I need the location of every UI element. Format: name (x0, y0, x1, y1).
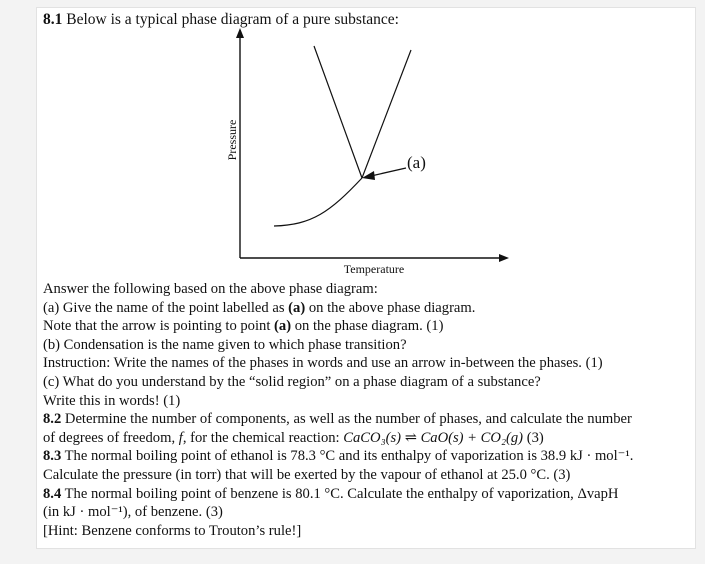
solid-liquid-line (314, 46, 362, 178)
x-axis-arrowhead (499, 254, 509, 262)
y-axis-label: Pressure (225, 119, 239, 161)
question-number: 8.1 (43, 11, 63, 28)
y-axis-arrowhead (236, 28, 244, 38)
q82-marks: (3) (526, 429, 544, 446)
question-text (43, 280, 693, 540)
question-a-note (43, 317, 693, 336)
note-bold: (a) (274, 318, 292, 335)
point-arrow (371, 168, 406, 176)
question-8-4-line1 (43, 485, 693, 504)
q82-text-2: of degrees of freedom, (43, 429, 179, 446)
q82-text-3: , for the chemical reaction: (182, 429, 344, 446)
intro-line: Answer the following based on the above phase diagram: (43, 281, 378, 297)
question-a-suffix: on the above phase diagram. (305, 299, 476, 316)
question-8-2-line2 (43, 429, 693, 448)
worksheet-page (37, 8, 695, 548)
question-c: (c) What do you understand by the “solid region” on a phase diagram of a substance? (43, 373, 541, 390)
question-a (43, 299, 693, 318)
question-number: 8.3 (43, 448, 62, 465)
note-suffix: on the phase diagram. (1) (291, 318, 444, 335)
question-8-2-line1 (43, 410, 693, 429)
solid-gas-curve (274, 178, 362, 226)
liquid-gas-line (362, 50, 411, 178)
question-number: 8.4 (43, 485, 62, 502)
q84-text: The normal boiling point of benzene is 80.1 °C. Calculate the enthalpy of vaporization, ΔvapH (64, 485, 619, 502)
question-b: (b) Condensation is the name given to which phase transition? (43, 336, 407, 353)
point-a-label: (a) (407, 153, 426, 172)
question-b-instruction: Instruction: Write the names of the phases in words and use an arrow in-between the phases. (1) (43, 355, 603, 372)
phase-diagram (37, 8, 695, 280)
question-8-4-line2: (in kJ · mol⁻¹), of benzene. (3) (43, 504, 223, 521)
degrees-of-freedom-symbol: f (178, 429, 183, 446)
question-8-3-line1 (43, 447, 693, 466)
question-c-instruction: Write this in words! (1) (43, 392, 181, 409)
note-text: Note that the arrow is pointing to point (43, 318, 275, 335)
question-a-text: (a) Give the name of the point labelled as (43, 299, 289, 316)
heading-text: Below is a typical phase diagram of a pure substance: (66, 11, 399, 28)
question-number: 8.2 (43, 411, 62, 428)
x-axis-label: Temperature (343, 262, 405, 276)
question-8-3-line2: Calculate the pressure (in torr) that will be exerted by the vapour of ethanol at 25.0 °C. (3) (43, 466, 571, 483)
q83-text: The normal boiling point of ethanol is 78.3 °C and its enthalpy of vaporization is 38.9 kJ · mol⁻¹. (64, 448, 634, 465)
q82-text: Determine the number of components, as well as the number of phases, and calculate the number (64, 411, 632, 428)
question-a-bold: (a) (288, 299, 306, 316)
chemical-reaction: CaCO₃(s) ⇌ CaO(s) + CO₂(g) (343, 429, 524, 446)
hint-line: [Hint: Benzene conforms to Trouton’s rule!] (43, 522, 302, 539)
